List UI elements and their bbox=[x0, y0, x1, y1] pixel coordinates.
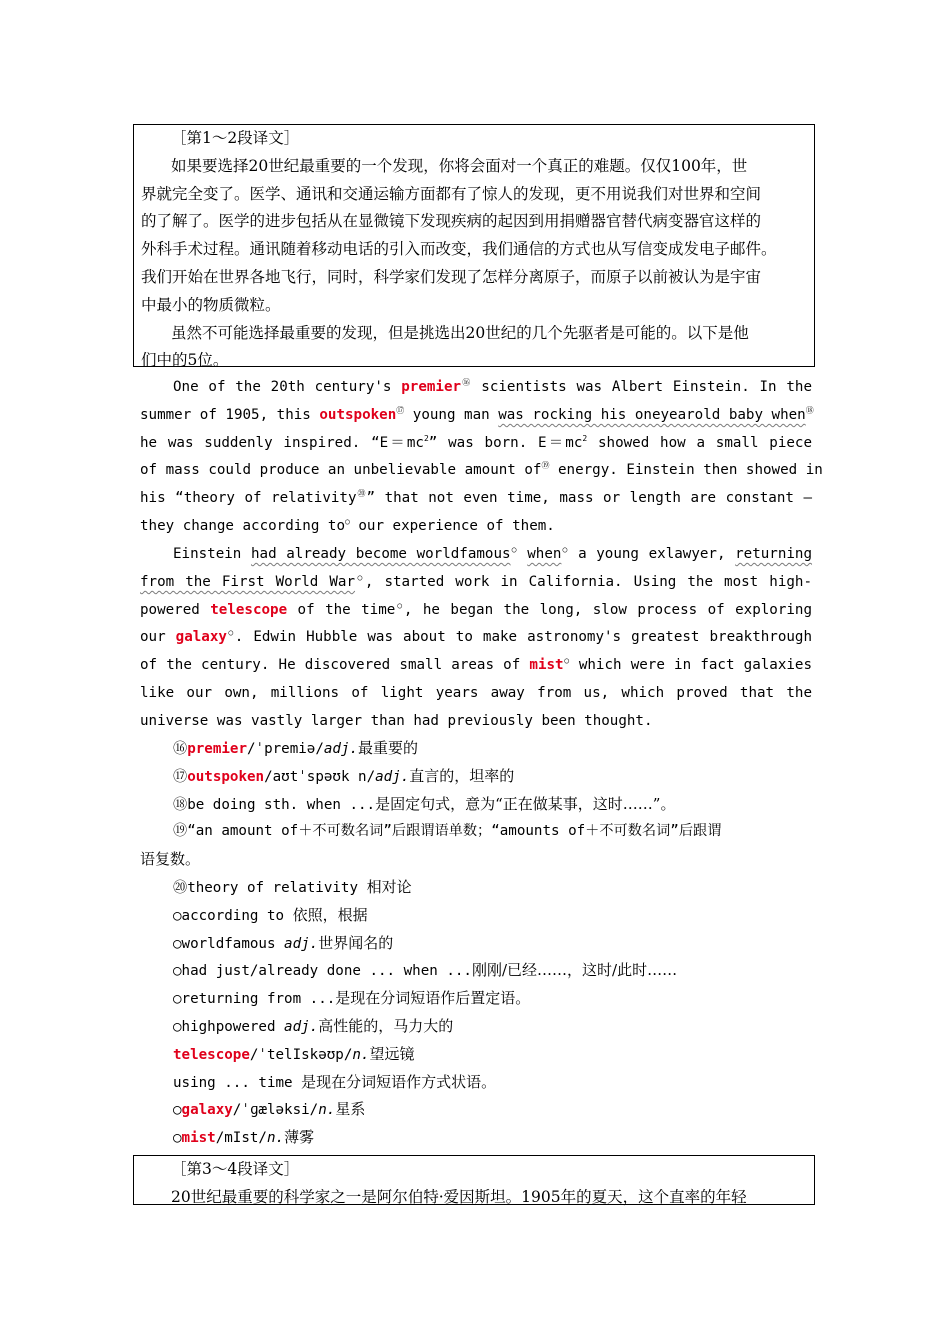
translation-line: 外科手术过程。通讯随着移动电话的引入而改变，我们通信的方式也从写信变成发电子邮件。 bbox=[141, 240, 777, 259]
text-line: like our own, millions of light years away from us, which proved that the bbox=[140, 684, 812, 701]
phrase-underlined: was rocking his oneyearold baby when bbox=[498, 406, 806, 423]
note-item-continued: 语复数。 bbox=[140, 850, 201, 869]
text-line: universe was vastly larger than had previously been thought. bbox=[140, 712, 653, 729]
note-item: ○according to 依照，根据 bbox=[173, 905, 368, 924]
translation-line: 中最小的物质微粒。 bbox=[141, 295, 281, 314]
vocab-galaxy: galaxy bbox=[175, 629, 227, 646]
text-line: they change according to○ our experience of them. bbox=[140, 516, 555, 534]
note-item: ⑳theory of relativity 相对论 bbox=[173, 877, 412, 896]
note-item: ○mist/mIst/n.薄雾 bbox=[173, 1128, 315, 1147]
note-item: ⑲“an amount of＋不可数名词”后跟谓语单数；“amounts of＋不可数名词”后跟谓 bbox=[173, 823, 722, 840]
english-paragraph-1 bbox=[140, 374, 823, 541]
vocabulary-notes bbox=[140, 735, 812, 1152]
translation-line: 的了解了。医学的进步包括从在显微镜下发现疾病的起因到用捐赠器官替代病变器官这样的 bbox=[141, 212, 762, 231]
text-line: One of the 20th century's premier⑯ scientists was Albert Einstein. In the bbox=[173, 378, 812, 395]
text-line: summer of 1905, this outspoken⑰ young man was rocking his oneyearold baby when⑱ bbox=[140, 405, 814, 423]
vocab-outspoken: outspoken bbox=[319, 406, 397, 423]
vocab-mist: mist bbox=[529, 657, 564, 674]
note-item: ○galaxy/ˈɡæləksi/n.星系 bbox=[173, 1100, 366, 1119]
note-item: ⑰outspoken/aʊtˈspəʊk n/adj.直言的，坦率的 bbox=[173, 766, 515, 785]
translation-line: 20世纪最重要的科学家之一是阿尔伯特·爱因斯坦。1905年的夏天，这个直率的年轻 bbox=[171, 1187, 747, 1206]
text-line: from the First World War○, started work in California. Using the most high- bbox=[140, 572, 812, 590]
text-line: of the century. He discovered small areas of mist○ which were in fact galaxies bbox=[140, 656, 812, 674]
text-line: he was suddenly inspired. “$E=mc^2$” was born. $E=mc^2$ showed how a small piece bbox=[140, 433, 812, 451]
translation-line: 界就完全变了。医学、通讯和交通运输方面都有了惊人的发现，更不用说我们对世界和空间 bbox=[141, 184, 762, 203]
note-item: ○worldfamous adj.世界闻名的 bbox=[173, 933, 394, 952]
translation-line: 虽然不可能选择最重要的发现，但是挑选出20世纪的几个先驱者是可能的。以下是他 bbox=[171, 323, 749, 342]
text-line: Einstein had already become worldfamous○ when○ a young exlawyer, returning bbox=[173, 545, 813, 562]
translation-header: ［第3～4段译文］ bbox=[171, 1160, 300, 1178]
note-item: ○highpowered adj.高性能的，马力大的 bbox=[173, 1016, 454, 1035]
translation-line: 我们开始在世界各地飞行，同时，科学家们发现了怎样分离原子，而原子以前被认为是宇宙 bbox=[141, 267, 762, 286]
note-item: telescope/ˈtelIskəʊp/n.望远镜 bbox=[173, 1044, 415, 1063]
note-item: ○returning from ...是现在分词短语作后置定语。 bbox=[173, 989, 531, 1008]
translation-box-2 bbox=[133, 1155, 815, 1205]
note-item: ⑯premier/ˈpremiə/adj.最重要的 bbox=[173, 739, 419, 757]
text-line: our galaxy○. Edwin Hubble was about to make astronomy's greatest breakthrough bbox=[140, 628, 812, 646]
text-line: his “theory of relativity⑳” that not even time, mass or length are constant — bbox=[140, 489, 813, 507]
translation-line: 如果要选择20世纪最重要的一个发现，你将会面对一个真正的难题。仅仅100年，世 bbox=[171, 156, 748, 175]
translation-header: ［第1～2段译文］ bbox=[171, 129, 300, 147]
note-item: using ... time 是现在分词短语作方式状语。 bbox=[173, 1072, 497, 1091]
vocab-premier: premier bbox=[401, 379, 462, 395]
vocab-telescope: telescope bbox=[210, 601, 288, 618]
text-line: of mass could produce an unbelievable amount of⑲ energy. Einstein then showed in bbox=[140, 461, 823, 479]
english-paragraph-2 bbox=[140, 541, 812, 736]
note-item: ⑱be doing sth. when ...是固定句式，意为“正在做某事，这时……”。 bbox=[173, 794, 676, 813]
text-line: powered telescope of the time○, he began the long, slow process of exploring bbox=[140, 600, 812, 618]
translation-box-1 bbox=[133, 124, 815, 370]
note-item: ○had just/already done ... when ...刚刚/已经……，这时/此时…… bbox=[173, 961, 678, 980]
translation-line: 们中的5位。 bbox=[141, 351, 229, 370]
